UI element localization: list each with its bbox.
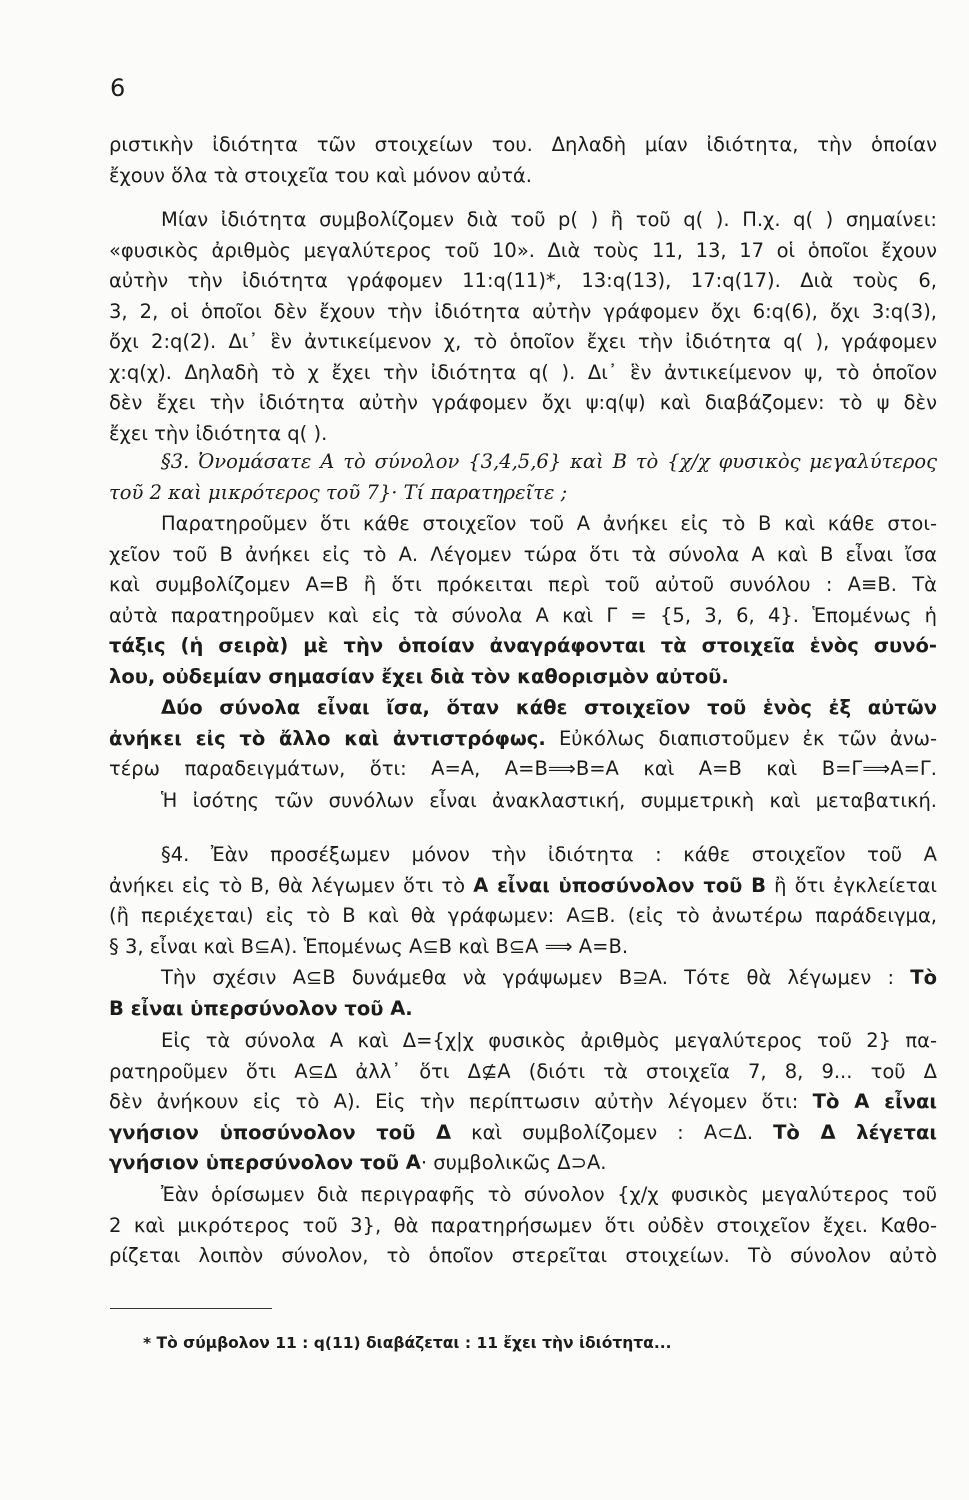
text-line: αὐτὰ παρατηροῦμεν καὶ εἰς τὰ σύνολα Α καὶ Γ = {5, 3, 6, 4}. Ἑπομένως ἡ (109, 603, 937, 627)
section-4 (109, 840, 937, 962)
text-line: «φυσικὸς ἀριθμὸς μεγαλύτερος τοῦ 10». Διὰ τοὺς 11, 13, 17 οἱ ὁποῖοι ἔχουν (109, 238, 937, 262)
term-fragment: Τὸ Α εἶναι (812, 1090, 937, 1113)
paragraph-property (109, 205, 937, 449)
text-line: Ἐὰν ὁρίσωμεν διὰ περιγραφῆς τὸ σύνολον {χ/χ φυσικὸς μεγαλύτερος τοῦ (161, 1183, 937, 1206)
text-line: ἔχει τὴν ἰδιότητα q( ). (109, 421, 328, 445)
text-line: (ἢ περιέχεται) εἰς τὸ Β καὶ θὰ γράφωμεν: Α⊆Β. (εἰς τὸ ἀνωτέρω παράδειγμα, (109, 904, 937, 927)
text-fragment: δὲν ἀνήκουν εἰς τὸ Α). Εἰς τὴν περίπτωσιν αὐτὴν λέγομεν ὅτι: (109, 1090, 813, 1113)
paragraph-superset (109, 963, 937, 1024)
text-fragment: Τὴν σχέσιν Α⊆Β δυνάμεθα νὰ γράψωμεν Β⊇Α. Τότε θὰ λέγωμεν : (161, 966, 911, 989)
text-fragment: Εὐκόλως διαπιστοῦμεν ἐκ τῶν ἀνω- (545, 726, 937, 750)
text-line: 2 καὶ μικρότερος τοῦ 3}, θὰ παρατηρήσωμεν ὅτι οὐδὲν στοιχεῖον ἔχει. Καθο- (109, 1213, 937, 1237)
paragraph-equality-properties (109, 786, 937, 817)
definition-tail: ἀνήκει εἰς τὸ ἄλλο καὶ ἀντιστρόφως. (109, 726, 546, 750)
text-line: ριστικὴν ἰδιότητα τῶν στοιχείων του. Δηλαδὴ μίαν ἰδιότητα, τὴν ὁποίαν (109, 133, 937, 156)
text-line: λου, οὐδεμίαν σημασίαν ἔχει διὰ τὸν καθορισμὸν αὐτοῦ. (109, 664, 729, 688)
text-line: §4. Ἐὰν προσέξωμεν μόνον τὴν ἰδιότητα : κάθε στοιχεῖον τοῦ Α (161, 843, 937, 866)
text-line: ρατηροῦμεν ὅτι Α⊆Δ ἀλλ᾿ ὅτι Δ⊈Α (διότι τὰ στοιχεῖα 7, 8, 9... τοῦ Δ (109, 1059, 937, 1083)
text-line (109, 963, 937, 994)
text-line: καὶ συμβολίζομεν Α=Β ἢ ὅτι πρόκειται περὶ τοῦ αὐτοῦ συνόλου : Α≡Β. Τὰ (109, 573, 937, 596)
footnote: * Τὸ σύμβολον 11 : q(11) διαβάζεται : 11 ἔχει τὴν ἰδιότητα... (143, 1334, 672, 1352)
exercise-line: τοῦ 2 καὶ μικρότερος τοῦ 7}· Τί παρατηρεῖτε ; (109, 480, 568, 504)
text-line: ρίζεται λοιπὸν σύνολον, τὸ ὁποῖον στερεῖται στοιχείων. Τὸ σύνολον αὐτὸ (109, 1244, 937, 1267)
text-fragment: ἢ ὅτι ἐγκλείεται (765, 873, 937, 897)
paragraph-equality (109, 509, 937, 692)
text-line (109, 871, 937, 902)
text-line: τάξις (ἡ σειρὰ) μὲ τὴν ὁποίαν ἀναγράφονται τὰ στοιχεῖα ἑνὸς συνό- (109, 634, 937, 657)
term-proper-superset: γνήσιον ὑπερσύνολον τοῦ Α (109, 1151, 421, 1174)
text-line: τέρω παραδειγμάτων, ὅτι: Α=Α, Α=Β⟹Β=Α καὶ Α=Β καὶ Β=Γ⟹Α=Γ. (109, 757, 937, 780)
paragraph-intro (109, 130, 937, 191)
definition-equal-sets (109, 693, 937, 785)
text-line: δὲν ἔχει τὴν ἰδιότητα αὐτὴν γράφομεν ὄχι ψ:q(ψ) καὶ διαβάζομεν: τὸ ψ δὲν (109, 391, 937, 414)
text-line: 3, 2, οἱ ὁποῖοι δὲν ἔχουν τὴν ἰδιότητα αὐτὴν γράφομεν ὄχι 6:q(6), ὄχι 3:q(3), (109, 299, 937, 323)
paragraph-proper-subset (109, 1026, 937, 1179)
text-fragment: καὶ συμβολίζομεν : Α⊂Δ. (451, 1120, 774, 1144)
definition-line: Δύο σύνολα εἶναι ἴσα, ὅταν κάθε στοιχεῖον τοῦ ἑνὸς ἐξ αὐτῶν (161, 696, 937, 719)
text-fragment: · συμβολικῶς Δ⊃Α. (420, 1151, 607, 1174)
text-line (109, 1148, 937, 1179)
text-line (109, 1118, 937, 1149)
text-line: ὄχι 2:q(2). Δι᾿ ἓν ἀντικείμενον χ, τὸ ὁποῖον ἔχει τὴν ἰδιότητα q( ), γράφομεν (109, 330, 937, 353)
text-fragment: ἀνήκει εἰς τὸ Β, θὰ λέγωμεν ὅτι τὸ (109, 873, 474, 897)
text-line (109, 724, 937, 755)
text-line: Παρατηροῦμεν ὅτι κάθε στοιχεῖον τοῦ Α ἀνήκει εἰς τὸ Β καὶ κάθε στοι- (161, 512, 937, 535)
term-fragment: Τὸ Δ λέγεται (773, 1120, 938, 1144)
term-superset: Β εἶναι ὑπερσύνολον τοῦ Α. (109, 996, 413, 1020)
text-line: χεῖον τοῦ Β ἀνήκει εἰς τὸ Α. Λέγομεν τώρα ὅτι τὰ σύνολα Α καὶ Β εἶναι ἴσα (109, 542, 937, 566)
text-line: Εἰς τὰ σύνολα Α καὶ Δ={χ|χ φυσικὸς ἀριθμὸς μεγαλύτερος τοῦ 2} πα- (161, 1029, 937, 1052)
page-number: 6 (110, 74, 126, 102)
paragraph-empty-set (109, 1180, 937, 1272)
footnote-divider (110, 1308, 272, 1309)
term-fragment: Τὸ (910, 966, 937, 989)
text-line: χ:q(χ). Δηλαδὴ τὸ χ ἔχει τὴν ἰδιότητα q( ). Δι᾿ ἓν ἀντικείμενον ψ, τὸ ὁποῖον (109, 360, 937, 384)
exercise-line: §3. Ὀνομάσατε Α τὸ σύνολον {3,4,5,6} καὶ Β τὸ {χ/χ φυσικὸς μεγαλύτερος (161, 450, 937, 473)
text-line (109, 1087, 937, 1118)
term-subset: Α εἶναι ὑποσύνολον τοῦ Β (473, 873, 766, 897)
text-line: § 3, εἶναι καὶ Β⊆Α). Ἑπομένως Α⊆Β καὶ Β⊆Α ⟹ Α=Β. (109, 934, 629, 958)
text-line: ἔχουν ὅλα τὰ στοιχεῖα του καὶ μόνον αὐτά. (109, 163, 532, 187)
text-line: αὐτὴν τὴν ἰδιότητα γράφομεν 11:q(11)*, 13:q(13), 17:q(17). Διὰ τοὺς 6, (109, 269, 937, 292)
term-proper-subset: γνήσιον ὑποσύνολον τοῦ Δ (109, 1120, 452, 1144)
section-3-heading (109, 447, 937, 508)
text-line: Μίαν ἰδιότητα συμβολίζομεν διὰ τοῦ p( ) ἢ τοῦ q( ). Π.χ. q( ) σημαίνει: (161, 208, 937, 231)
text-line: Ἡ ἰσότης τῶν συνόλων εἶναι ἀνακλαστική, συμμετρικὴ καὶ μεταβατική. (161, 789, 937, 812)
